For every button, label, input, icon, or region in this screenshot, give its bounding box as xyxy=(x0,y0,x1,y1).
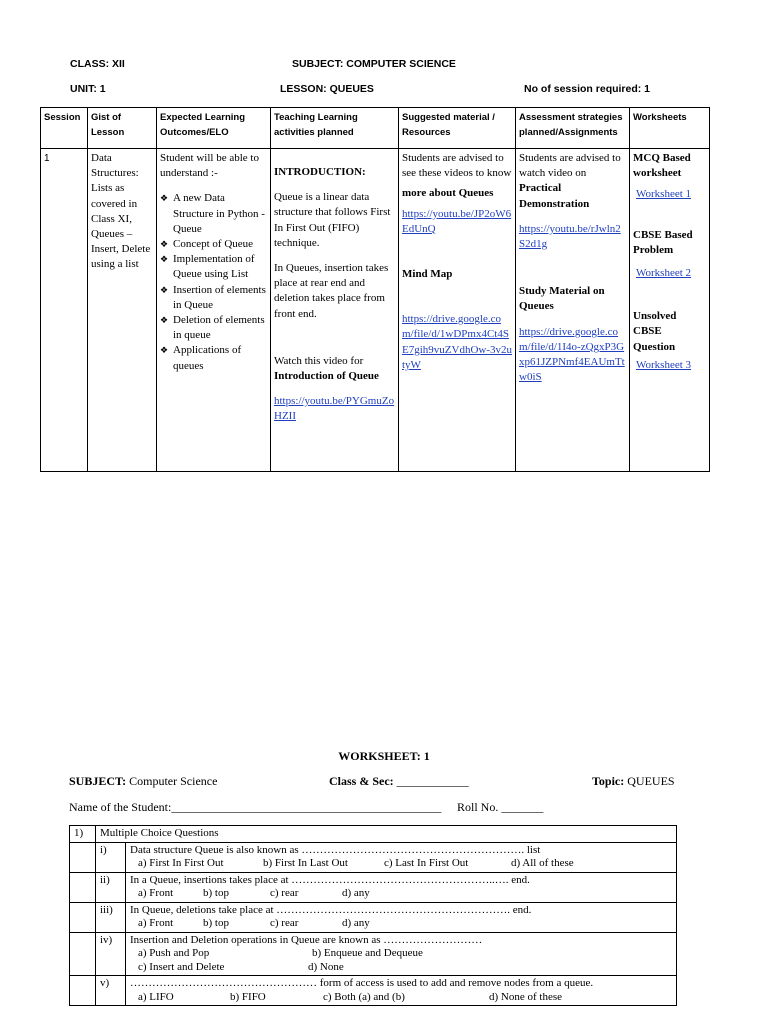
mcq-worksheet-label: MCQ Based worksheet xyxy=(633,152,691,180)
resources-more-queues: more about Queues xyxy=(402,187,494,200)
option-d[interactable]: d) any xyxy=(342,887,370,899)
question-cell xyxy=(126,872,677,902)
worksheet-subject xyxy=(69,774,217,789)
option-d[interactable]: d) None xyxy=(308,960,344,973)
option-a[interactable]: a) Front xyxy=(138,887,174,899)
question-text: In a Queue, insertions takes place at ………………………………………………..…. end. xyxy=(130,873,530,886)
roll-number-field[interactable]: _______ xyxy=(501,800,544,814)
column-header: Teaching Learning activities planned xyxy=(271,108,399,149)
option-c[interactable]: c) Last In First Out xyxy=(384,857,469,869)
column-header: Suggested material / Resources xyxy=(399,108,516,149)
column-header: Gist of Lesson xyxy=(88,108,157,149)
elo-list xyxy=(160,191,267,373)
elo-cell xyxy=(157,149,271,472)
topic-field-value: QUEUES xyxy=(627,774,675,788)
list-item: ❖ Concept of Queue xyxy=(160,237,267,252)
practical-video-link[interactable]: https://youtu.be/rJwln2S2d1g xyxy=(519,222,621,251)
class-label: CLASS: XII xyxy=(70,58,125,70)
option-b[interactable]: b) Enqueue and Dequeue xyxy=(312,947,423,959)
worksheet-class xyxy=(329,774,469,789)
question-cell xyxy=(126,932,677,976)
lesson-plan-table xyxy=(40,107,710,472)
option-d[interactable]: d) None of these xyxy=(489,990,563,1003)
option-c[interactable]: c) rear xyxy=(270,917,299,929)
class-field-blank[interactable]: ____________ xyxy=(396,774,469,788)
option-c[interactable]: c) Both (a) and (b) xyxy=(323,990,405,1003)
options-line xyxy=(130,917,672,931)
subject-field-label: SUBJECT: xyxy=(69,774,127,788)
worksheet-topic xyxy=(592,774,675,789)
column-header: Session xyxy=(41,108,88,149)
question-cell xyxy=(126,976,677,1006)
subject-label: SUBJECT: COMPUTER SCIENCE xyxy=(292,58,456,70)
options-line xyxy=(130,887,672,901)
subject-field-value: Computer Science xyxy=(129,774,218,788)
lesson-label: LESSON: QUEUES xyxy=(280,83,374,95)
roll-number-label: Roll No. xyxy=(457,800,499,814)
tla-cell xyxy=(271,149,399,472)
option-b[interactable]: b) First In Last Out xyxy=(263,857,348,869)
question-row xyxy=(70,976,677,1006)
section-number: 1) xyxy=(70,826,96,843)
student-name-line xyxy=(69,800,441,815)
worksheet-2-link[interactable]: Worksheet 2 xyxy=(636,267,692,280)
list-item: ❖ Applications of queues xyxy=(160,343,267,373)
column-header: Worksheets xyxy=(630,108,710,149)
worksheet-3-link[interactable]: Worksheet 3 xyxy=(636,358,692,371)
list-item: ❖ Insertion of elements in Queue xyxy=(160,283,267,313)
mind-map-heading: Mind Map xyxy=(402,268,453,281)
student-name-field[interactable]: _____________________________________________ xyxy=(171,800,442,814)
question-row xyxy=(70,842,677,872)
list-item: ❖ Deletion of elements in queue xyxy=(160,313,267,343)
sessions-required-label: No of session required: 1 xyxy=(524,83,651,95)
unsolved-cbse-label: Unsolved CBSE Question xyxy=(633,310,677,353)
option-b[interactable]: b) top xyxy=(203,887,229,899)
option-d[interactable]: d) any xyxy=(342,917,370,929)
question-row xyxy=(70,902,677,932)
option-b[interactable]: b) top xyxy=(203,917,229,929)
resources-cell xyxy=(399,149,516,472)
option-b[interactable]: b) FIFO xyxy=(230,990,266,1003)
options-line xyxy=(130,991,672,1005)
question-cell xyxy=(126,902,677,932)
study-material-link[interactable]: https://drive.google.com/file/d/1I4o-zQgxP3Gxp61JZPNmf4EAUmTtw0iS xyxy=(519,325,625,384)
column-header: Expected Learning Outcomes/ELO xyxy=(157,108,271,149)
roll-number-line xyxy=(457,800,543,815)
question-number: v) xyxy=(96,976,126,1006)
topic-field-label: Topic: xyxy=(592,774,625,788)
option-a[interactable]: a) LIFO xyxy=(138,990,174,1003)
list-item: ❖ Implementation of Queue using List xyxy=(160,252,267,282)
session-cell: 1 xyxy=(41,149,88,472)
question-text: …………………………………………… form of access is used to add and remove nodes from a queue. xyxy=(130,977,594,989)
question-row xyxy=(70,872,677,902)
section-title: Multiple Choice Questions xyxy=(96,826,677,843)
assessment-cell xyxy=(516,149,630,472)
question-number: iii) xyxy=(96,902,126,932)
column-header: Assessment strategies planned/Assignments xyxy=(516,108,630,149)
table-row xyxy=(41,149,710,472)
study-material-heading: Study Material on Queues xyxy=(519,285,605,313)
introduction-heading: INTRODUCTION: xyxy=(274,166,366,178)
question-number: ii) xyxy=(96,872,126,902)
table-header-row xyxy=(41,108,710,149)
question-text: Insertion and Deletion operations in Queue are known as ……………………… xyxy=(130,933,483,946)
option-c[interactable]: c) rear xyxy=(270,887,299,899)
option-a[interactable]: a) Push and Pop xyxy=(138,947,210,959)
option-c[interactable]: c) Insert and Delete xyxy=(138,960,225,973)
option-a[interactable]: a) Front xyxy=(138,917,174,929)
option-d[interactable]: d) All of these xyxy=(511,857,574,869)
question-text: In Queue, deletions take place at ………………………………………………………. end. xyxy=(130,903,532,916)
mind-map-link[interactable]: https://drive.google.com/file/d/1wDPmx4Ct4SE7gih9vuZVdhOw-3v2utyW xyxy=(402,313,512,371)
intro-video-link[interactable]: https://youtu.be/PYGmuZoHZII xyxy=(274,395,395,423)
watch-video-bold: Introduction of Queue xyxy=(274,370,379,383)
mcq-table xyxy=(69,825,677,1006)
gist-cell: Data Structures: Lists as covered in Class XI, Queues – Insert, Delete using a list xyxy=(88,149,157,472)
options-line xyxy=(130,961,672,975)
unit-label: UNIT: 1 xyxy=(70,83,106,95)
list-item: ❖ A new Data Structure in Python - Queue xyxy=(160,191,267,237)
options-line xyxy=(130,947,672,961)
question-text: Data structure Queue is also known as ……………………………………………………. list xyxy=(130,843,541,856)
worksheets-cell xyxy=(630,149,710,472)
cbse-problem-label: CBSE Based Problem xyxy=(633,228,693,256)
assessment-intro: Students are advised to watch video on xyxy=(519,152,621,180)
question-number: i) xyxy=(96,842,126,872)
section-row xyxy=(70,826,677,843)
student-name-label: Name of the Student: xyxy=(69,800,172,814)
question-cell xyxy=(126,842,677,872)
question-number: iv) xyxy=(96,932,126,976)
class-field-label: Class & Sec: xyxy=(329,774,394,788)
resources-intro: Students are advised to see these videos to know xyxy=(402,152,512,180)
options-line xyxy=(130,857,672,871)
elo-intro: Student will be able to understand :- xyxy=(160,152,259,180)
queue-video-link[interactable]: https://youtu.be/JP2oW6EdUnQ xyxy=(402,207,512,235)
question-row xyxy=(70,932,677,976)
worksheet-1-link[interactable]: Worksheet 1 xyxy=(636,188,692,201)
queue-definition: Queue is a linear data structure that follows First In First Out (FIFO) technique. xyxy=(274,191,391,249)
watch-video-text: Watch this video for xyxy=(274,354,364,367)
option-a[interactable]: a) First In First Out xyxy=(138,857,224,869)
practical-demonstration: Practical Demonstration xyxy=(519,182,590,210)
queue-ends-text: In Queues, insertion takes place at rear end and deletion takes place from front end. xyxy=(274,262,389,320)
worksheet-title: WORKSHEET: 1 xyxy=(338,749,430,763)
